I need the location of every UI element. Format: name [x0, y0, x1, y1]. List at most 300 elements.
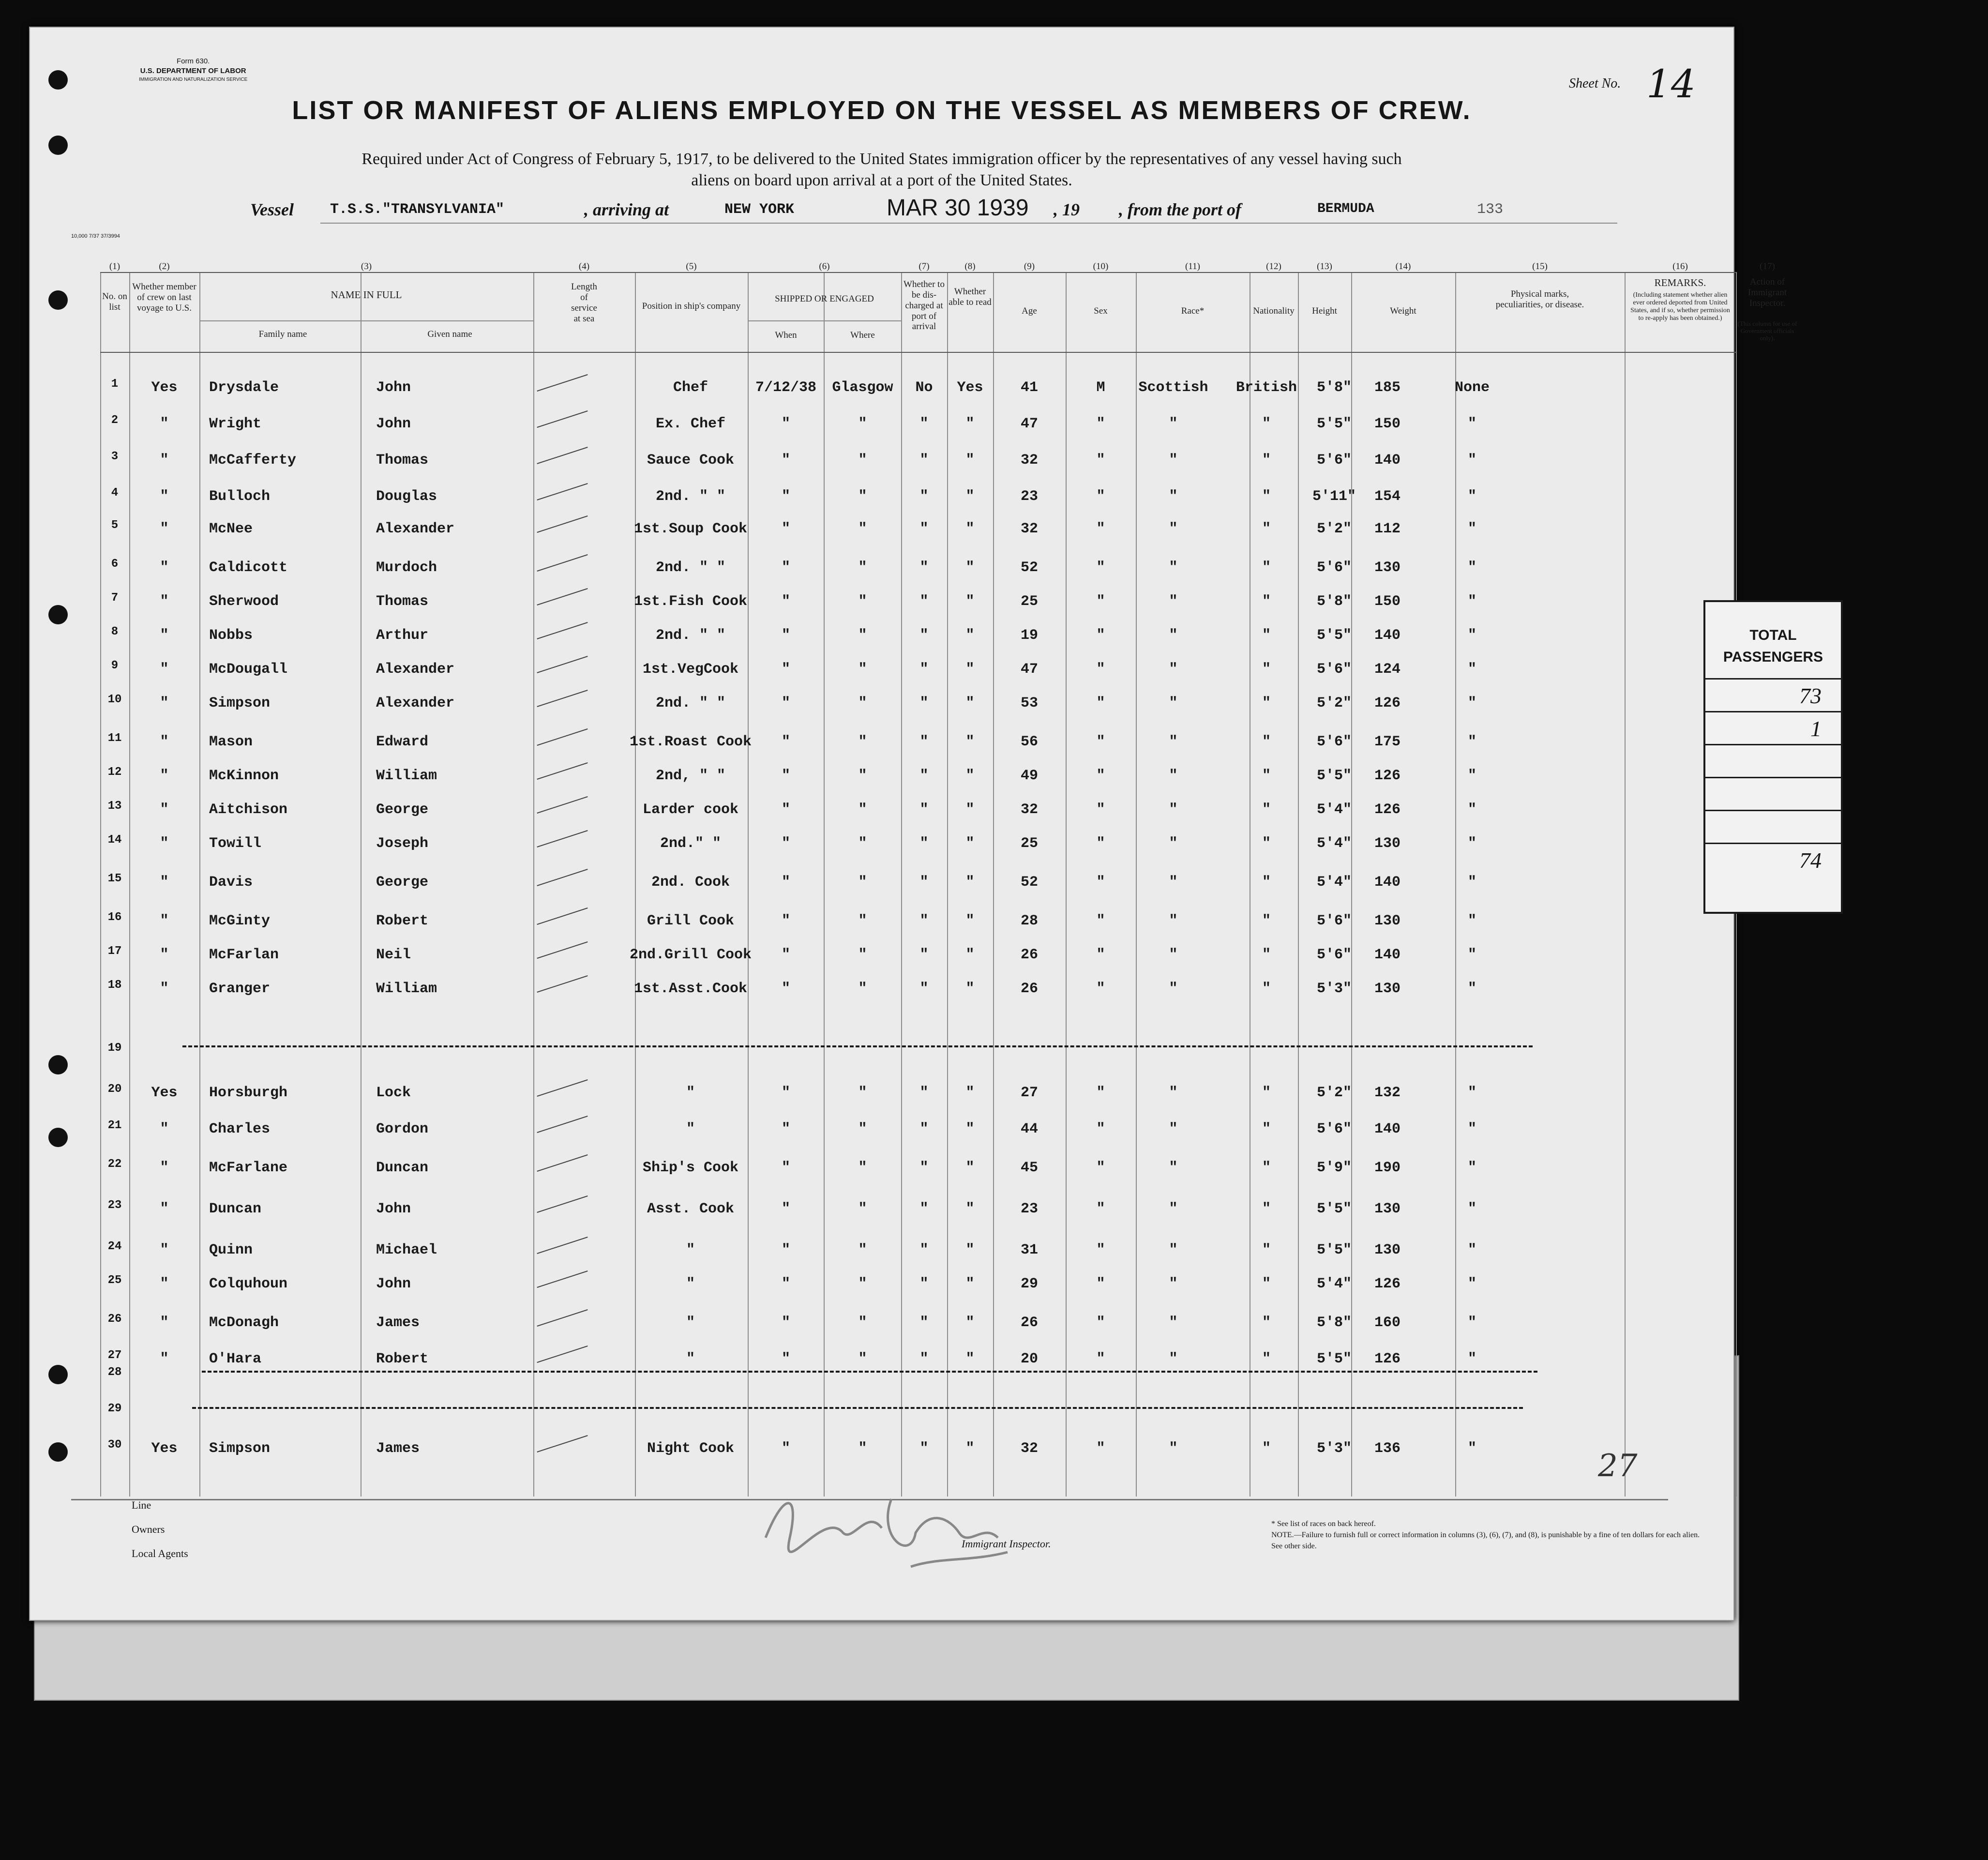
able-to-read-cell: ": [965, 734, 975, 750]
shipped-where-cell: ": [858, 452, 867, 469]
col-number: (14): [1395, 261, 1411, 272]
sex-cell: ": [1096, 801, 1105, 818]
nationality-cell: ": [1262, 416, 1271, 432]
nationality-cell: ": [1262, 1276, 1271, 1292]
col-heading: REMARKS.: [1654, 277, 1706, 288]
table-row: [100, 1158, 1736, 1182]
race-cell: ": [1169, 1085, 1178, 1101]
given-name-cell: Joseph: [376, 835, 429, 852]
service-length-mark: [537, 1154, 587, 1172]
race-cell: ": [1169, 521, 1178, 537]
table-row: [100, 519, 1736, 543]
given-name-cell: Michael: [376, 1242, 437, 1258]
race-cell: ": [1169, 661, 1178, 678]
col-number: (1): [109, 261, 120, 272]
shipped-when-cell: ": [781, 1351, 790, 1367]
sex-cell: ": [1096, 1201, 1105, 1217]
weight-cell: 150: [1374, 593, 1401, 610]
crew-prev-voyage-cell: ": [160, 695, 169, 711]
year-label: , 19: [1054, 200, 1080, 219]
punch-hole: [48, 290, 68, 310]
age-cell: 29: [1020, 1276, 1038, 1292]
position-cell: 2nd. " ": [655, 627, 726, 644]
line-number: 19: [107, 1042, 122, 1055]
col-heading: Weight: [1390, 306, 1416, 316]
family-name-cell: Charles: [209, 1121, 271, 1137]
given-name-cell: Robert: [376, 913, 429, 929]
race-cell: ": [1169, 981, 1178, 997]
crew-prev-voyage-cell: ": [160, 835, 169, 852]
weight-cell: 140: [1374, 627, 1401, 644]
line-number: 26: [107, 1313, 122, 1326]
height-cell: 5'4": [1316, 801, 1352, 818]
sex-cell: ": [1096, 913, 1105, 929]
weight-cell: 126: [1374, 1351, 1401, 1367]
nationality-cell: ": [1262, 1315, 1271, 1331]
line-number: 30: [107, 1438, 122, 1452]
physical-marks-cell: ": [1467, 734, 1476, 750]
given-name-cell: James: [376, 1440, 420, 1457]
note-penalty: NOTE.—Failure to furnish full or correct information in columns (3), (6), (7), and (8), is punishable by a fine of ten dollars for each alien. See other side.: [1271, 1531, 1700, 1551]
able-to-read-cell: ": [965, 488, 975, 505]
sex-cell: M: [1096, 379, 1105, 396]
sheet-no-label: Sheet No.: [1569, 76, 1621, 91]
discharge-cell: ": [919, 768, 929, 784]
physical-marks-cell: ": [1467, 981, 1476, 997]
col-heading: Whether to be dis-charged at port of arrival: [904, 279, 945, 332]
physical-marks-cell: ": [1467, 1121, 1476, 1137]
weight-cell: 124: [1374, 661, 1401, 678]
age-cell: 23: [1020, 488, 1038, 505]
shipped-when-cell: ": [781, 1085, 790, 1101]
family-name-cell: Horsburgh: [209, 1085, 288, 1101]
table-row: [100, 911, 1736, 935]
given-name-cell: George: [376, 874, 429, 891]
given-name-cell: Alexander: [376, 695, 455, 711]
age-cell: 52: [1020, 874, 1038, 891]
age-cell: 23: [1020, 1201, 1038, 1217]
able-to-read-cell: ": [965, 768, 975, 784]
crew-prev-voyage-cell: ": [160, 593, 169, 610]
discharge-cell: ": [919, 452, 929, 469]
service-length-mark: [537, 410, 587, 428]
vessel-name: T.S.S."TRANSYLVANIA": [330, 201, 505, 218]
line-number: 23: [107, 1199, 122, 1212]
discharge-cell: ": [919, 521, 929, 537]
discharge-cell: ": [919, 734, 929, 750]
line-number: 13: [107, 800, 122, 813]
given-name-cell: William: [376, 981, 437, 997]
able-to-read-cell: ": [965, 981, 975, 997]
discharge-cell: ": [919, 1242, 929, 1258]
family-name-cell: Drysdale: [209, 379, 279, 396]
service-length-mark: [537, 907, 587, 925]
footer-notes: [1271, 1518, 1707, 1552]
discharge-cell: ": [919, 593, 929, 610]
shipped-when-cell: 7/12/38: [755, 379, 817, 396]
sex-cell: ": [1096, 874, 1105, 891]
col-heading: NAME IN FULL: [331, 289, 402, 301]
given-name-cell: Robert: [376, 1351, 429, 1367]
shipped-where-cell: ": [858, 874, 867, 891]
height-cell: 5'6": [1316, 913, 1352, 929]
crew-prev-voyage-cell: ": [160, 734, 169, 750]
crew-prev-voyage-cell: ": [160, 801, 169, 818]
sex-cell: ": [1096, 734, 1105, 750]
position-cell: 1st.VegCook: [642, 661, 739, 678]
col-heading: Position in ship's company: [642, 301, 741, 311]
family-name-cell: Caldicott: [209, 560, 288, 576]
physical-marks-cell: ": [1467, 627, 1476, 644]
age-cell: 26: [1020, 947, 1038, 963]
position-cell: ": [686, 1276, 695, 1292]
weight-cell: 130: [1374, 835, 1401, 852]
shipped-where-cell: ": [858, 981, 867, 997]
line-number: 24: [107, 1240, 122, 1253]
sex-cell: ": [1096, 1276, 1105, 1292]
given-name-cell: Neil: [376, 947, 411, 963]
line-number: 18: [107, 979, 122, 992]
height-cell: 5'8": [1316, 1315, 1352, 1331]
race-cell: ": [1169, 560, 1178, 576]
able-to-read-cell: ": [965, 627, 975, 644]
family-name-cell: Wright: [209, 416, 262, 432]
race-cell: ": [1169, 1315, 1178, 1331]
position-cell: Grill Cook: [647, 913, 735, 929]
age-cell: 19: [1020, 627, 1038, 644]
service-length-mark: [537, 374, 587, 392]
height-cell: 5'6": [1316, 947, 1352, 963]
shipped-where-cell: ": [858, 1085, 867, 1101]
physical-marks-cell: ": [1467, 521, 1476, 537]
family-name-cell: Bulloch: [209, 488, 271, 505]
nationality-cell: ": [1262, 521, 1271, 537]
crew-prev-voyage-cell: ": [160, 416, 169, 432]
physical-marks-cell: ": [1467, 801, 1476, 818]
height-cell: 5'5": [1316, 1242, 1352, 1258]
line-number: 28: [107, 1366, 122, 1379]
total-passengers-value: [1705, 745, 1841, 778]
discharge-cell: ": [919, 1276, 929, 1292]
nationality-cell: ": [1262, 1242, 1271, 1258]
given-name-cell: Edward: [376, 734, 429, 750]
service-length-mark: [537, 483, 587, 500]
height-cell: 5'6": [1316, 560, 1352, 576]
subtitle-line: Required under Act of Congress of February 5, 1917, to be delivered to the United States immigration officer by the representatives of any vessel having such: [361, 150, 1402, 168]
given-name-cell: John: [376, 379, 411, 396]
shipped-when-cell: ": [781, 593, 790, 610]
service-length-mark: [537, 830, 587, 847]
nationality-cell: ": [1262, 593, 1271, 610]
col-number: (10): [1093, 261, 1109, 272]
position-cell: ": [686, 1242, 695, 1258]
shipped-where-cell: ": [858, 560, 867, 576]
physical-marks-cell: ": [1467, 661, 1476, 678]
physical-marks-cell: ": [1467, 593, 1476, 610]
vessel-line: [30, 195, 1733, 228]
sex-cell: ": [1096, 1085, 1105, 1101]
remarks-note: (Including statement whether alien ever ordered deported from United States, and if so, whether permission to re-apply has been obtained.): [1630, 291, 1730, 322]
weight-cell: 140: [1374, 1121, 1401, 1137]
form-number: Form 630.: [176, 57, 210, 65]
name-subhead-rule: [199, 320, 533, 321]
weight-cell: 136: [1374, 1440, 1401, 1457]
shipped-when-cell: ": [781, 768, 790, 784]
family-name-cell: McKinnon: [209, 768, 279, 784]
nationality-cell: ": [1262, 1085, 1271, 1101]
age-cell: 28: [1020, 913, 1038, 929]
nationality-cell: ": [1262, 913, 1271, 929]
able-to-read-cell: ": [965, 1160, 975, 1176]
count-mark: 27: [1598, 1448, 1638, 1484]
service-length-mark: [537, 1346, 587, 1363]
age-cell: 45: [1020, 1160, 1038, 1176]
sex-cell: ": [1096, 1242, 1105, 1258]
discharge-cell: ": [919, 488, 929, 505]
service-length-mark: [537, 656, 587, 673]
punch-hole: [48, 605, 68, 624]
race-cell: ": [1169, 1440, 1178, 1457]
shipped-when-cell: ": [781, 627, 790, 644]
position-cell: 1st.Soup Cook: [633, 521, 748, 537]
crew-prev-voyage-cell: ": [160, 1351, 169, 1367]
age-cell: 32: [1020, 452, 1038, 469]
inspector-note: (This column for use of Government officials only).: [1737, 320, 1797, 342]
line-number: 25: [107, 1274, 122, 1287]
race-cell: ": [1169, 913, 1178, 929]
service-length-mark: [537, 1195, 587, 1213]
weight-cell: 154: [1374, 488, 1401, 505]
discharge-cell: ": [919, 801, 929, 818]
nationality-cell: British: [1235, 379, 1297, 396]
given-name-cell: Arthur: [376, 627, 429, 644]
service-length-mark: [537, 975, 587, 993]
line-number: 8: [111, 625, 119, 638]
shipped-when-cell: ": [781, 734, 790, 750]
shipped-where-cell: ": [858, 593, 867, 610]
family-name-cell: McFarlane: [209, 1160, 288, 1176]
discharge-cell: ": [919, 1085, 929, 1101]
service-length-mark: [537, 554, 587, 572]
able-to-read-cell: ": [965, 695, 975, 711]
family-name-cell: Simpson: [209, 1440, 271, 1457]
race-cell: ": [1169, 1201, 1178, 1217]
physical-marks-cell: ": [1467, 1276, 1476, 1292]
physical-marks-cell: ": [1467, 1201, 1476, 1217]
cancel-line: [192, 1407, 1523, 1409]
sex-cell: ": [1096, 1440, 1105, 1457]
arriving-label: , arriving at: [584, 200, 669, 219]
col-subheading-when: When: [775, 330, 797, 340]
col-heading: Length of service at sea: [571, 282, 597, 324]
weight-cell: 130: [1374, 1242, 1401, 1258]
arrival-port: NEW YORK: [724, 201, 795, 218]
age-cell: 26: [1020, 981, 1038, 997]
height-cell: 5'3": [1316, 1440, 1352, 1457]
nationality-cell: ": [1262, 874, 1271, 891]
weight-cell: 132: [1374, 1085, 1401, 1101]
shipped-when-cell: ": [781, 801, 790, 818]
weight-cell: 112: [1374, 521, 1401, 537]
line-label: Line: [132, 1499, 151, 1511]
race-cell: ": [1169, 695, 1178, 711]
shipped-when-cell: ": [781, 1121, 790, 1137]
race-cell: ": [1169, 768, 1178, 784]
shipped-when-cell: ": [781, 452, 790, 469]
departure-port: BERMUDA: [1317, 201, 1374, 216]
arrival-date-stamp: MAR 30 1939: [887, 195, 1029, 221]
sex-cell: ": [1096, 695, 1105, 711]
col-heading: Nationality: [1253, 306, 1295, 316]
table-row: [100, 1313, 1736, 1337]
position-cell: 2nd. " ": [655, 695, 726, 711]
sex-cell: ": [1096, 593, 1105, 610]
weight-cell: 130: [1374, 560, 1401, 576]
physical-marks-cell: ": [1467, 1242, 1476, 1258]
given-name-cell: Thomas: [376, 593, 429, 610]
col-subheading-family: Family name: [258, 329, 307, 339]
physical-marks-cell: ": [1467, 1160, 1476, 1176]
height-cell: 5'5": [1316, 1201, 1352, 1217]
nationality-cell: ": [1262, 1201, 1271, 1217]
nationality-cell: ": [1262, 835, 1271, 852]
race-cell: ": [1169, 1276, 1178, 1292]
shipped-when-cell: ": [781, 1315, 790, 1331]
shipped-when-cell: ": [781, 488, 790, 505]
col-number: (2): [159, 261, 170, 272]
table-row: [100, 414, 1736, 438]
crew-prev-voyage-cell: ": [160, 981, 169, 997]
col-heading: Race*: [1181, 306, 1205, 316]
sex-cell: ": [1096, 1315, 1105, 1331]
position-cell: 2nd. Cook: [651, 874, 730, 891]
able-to-read-cell: ": [965, 913, 975, 929]
family-name-cell: Duncan: [209, 1201, 262, 1217]
nationality-cell: ": [1262, 695, 1271, 711]
physical-marks-cell: ": [1467, 1085, 1476, 1101]
vessel-rule: [320, 223, 1617, 224]
crew-prev-voyage-cell: Yes: [151, 1440, 178, 1457]
shipped-where-cell: ": [858, 1160, 867, 1176]
race-cell: ": [1169, 1160, 1178, 1176]
nationality-cell: ": [1262, 560, 1271, 576]
position-cell: 2nd. " ": [655, 560, 726, 576]
position-cell: 1st.Roast Cook: [629, 734, 752, 750]
given-name-cell: Murdoch: [376, 560, 437, 576]
service-length-mark: [537, 622, 587, 639]
shipped-where-cell: ": [858, 1315, 867, 1331]
able-to-read-cell: ": [965, 521, 975, 537]
table-row: [100, 800, 1736, 824]
position-cell: Asst. Cook: [647, 1201, 735, 1217]
sex-cell: ": [1096, 488, 1105, 505]
shipped-where-cell: ": [858, 1440, 867, 1457]
given-name-cell: Alexander: [376, 661, 455, 678]
able-to-read-cell: ": [965, 1121, 975, 1137]
shipped-where-cell: ": [858, 835, 867, 852]
position-cell: 1st.Fish Cook: [633, 593, 748, 610]
physical-marks-cell: ": [1467, 416, 1476, 432]
given-name-cell: Thomas: [376, 452, 429, 469]
race-cell: Scottish: [1138, 379, 1208, 396]
subtitle-line: aliens on board upon arrival at a port of the United States.: [691, 171, 1072, 190]
service-length-mark: [537, 690, 587, 707]
discharge-cell: ": [919, 913, 929, 929]
able-to-read-cell: ": [965, 416, 975, 432]
sex-cell: ": [1096, 560, 1105, 576]
sex-cell: ": [1096, 661, 1105, 678]
crew-prev-voyage-cell: ": [160, 560, 169, 576]
sex-cell: ": [1096, 1351, 1105, 1367]
discharge-cell: ": [919, 874, 929, 891]
table-row: [100, 766, 1736, 790]
col-heading: Height: [1312, 306, 1337, 316]
weight-cell: 126: [1374, 801, 1401, 818]
weight-cell: 130: [1374, 913, 1401, 929]
weight-cell: 190: [1374, 1160, 1401, 1176]
shipped-where-cell: ": [858, 488, 867, 505]
crew-prev-voyage-cell: Yes: [151, 1085, 178, 1101]
able-to-read-cell: ": [965, 874, 975, 891]
col-heading: No. on list: [102, 291, 127, 312]
discharge-cell: ": [919, 1351, 929, 1367]
nationality-cell: ": [1262, 1440, 1271, 1457]
service-length-mark: [537, 796, 587, 814]
physical-marks-cell: ": [1467, 874, 1476, 891]
height-cell: 5'5": [1316, 416, 1352, 432]
given-name-cell: George: [376, 801, 429, 818]
position-cell: ": [686, 1085, 695, 1101]
given-name-cell: John: [376, 1201, 411, 1217]
age-cell: 32: [1020, 521, 1038, 537]
given-name-cell: John: [376, 1276, 411, 1292]
physical-marks-cell: ": [1467, 1440, 1476, 1457]
position-cell: Ship's Cook: [642, 1160, 739, 1176]
family-name-cell: O'Hara: [209, 1351, 262, 1367]
table-row: [100, 872, 1736, 896]
line-number: 14: [107, 833, 122, 847]
position-cell: ": [686, 1315, 695, 1331]
physical-marks-cell: ": [1467, 835, 1476, 852]
from-port-label: , from the port of: [1119, 200, 1242, 219]
position-cell: Ex. Chef: [655, 416, 726, 432]
family-name-cell: Nobbs: [209, 627, 253, 644]
able-to-read-cell: ": [965, 1440, 975, 1457]
height-cell: 5'5": [1316, 627, 1352, 644]
physical-marks-cell: ": [1467, 947, 1476, 963]
line-number: 20: [107, 1083, 122, 1096]
given-name-cell: Gordon: [376, 1121, 429, 1137]
given-name-cell: James: [376, 1315, 420, 1331]
crew-prev-voyage-cell: ": [160, 521, 169, 537]
crew-prev-voyage-cell: ": [160, 627, 169, 644]
punch-hole: [48, 1365, 68, 1384]
shipped-when-cell: ": [781, 947, 790, 963]
age-cell: 25: [1020, 835, 1038, 852]
shipped-when-cell: ": [781, 1440, 790, 1457]
crew-prev-voyage-cell: ": [160, 1160, 169, 1176]
weight-cell: 160: [1374, 1315, 1401, 1331]
able-to-read-cell: ": [965, 1201, 975, 1217]
discharge-cell: ": [919, 1160, 929, 1176]
col-number: (7): [919, 261, 930, 272]
shipped-subhead-rule: [748, 320, 901, 321]
height-cell: 5'11": [1312, 488, 1356, 505]
race-cell: ": [1169, 416, 1178, 432]
nationality-cell: ": [1262, 1160, 1271, 1176]
race-cell: ": [1169, 452, 1178, 469]
given-name-cell: John: [376, 416, 411, 432]
